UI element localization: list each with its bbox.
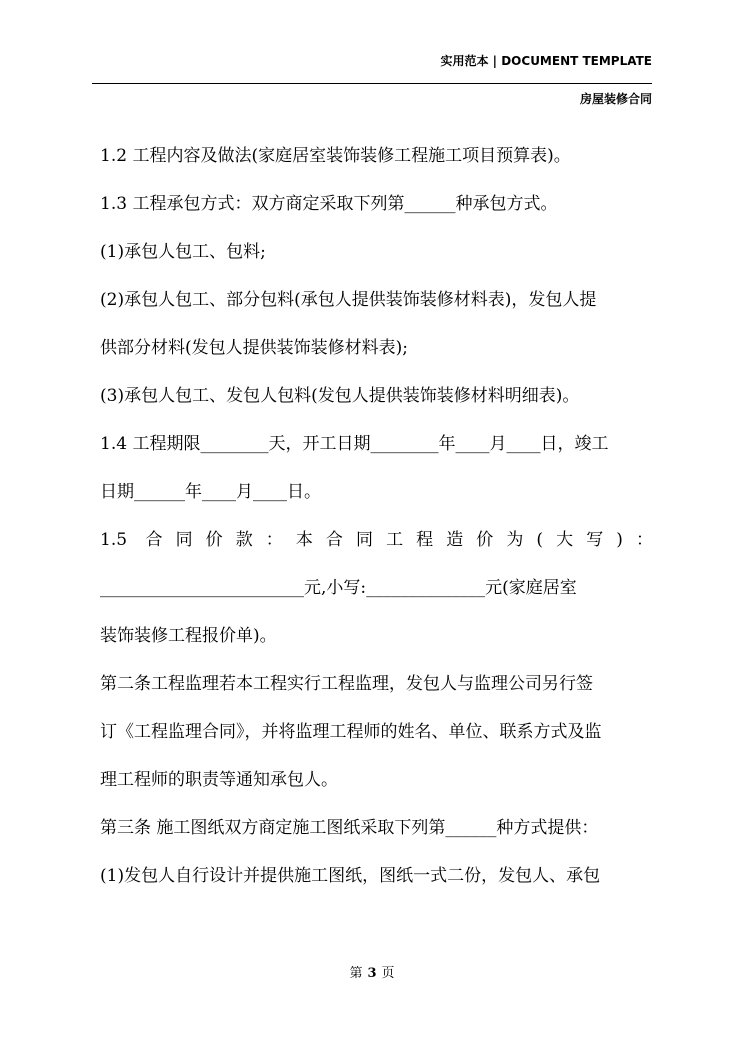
header-title: 实用范本 | DOCUMENT TEMPLATE [440,54,652,68]
body-line: (2)承包人包工、部分包料(承包人提供装饰装修材料表)，发包人提 [100,290,597,310]
header-subtitle: 房屋装修合同 [579,92,652,106]
header-divider [92,83,652,84]
page-footer [0,962,744,981]
body-line: 第三条 施工图纸双方商定施工图纸采取下列第______种方式提供： [100,818,599,838]
body-line: 供部分材料(发包人提供装饰装修材料表); [100,338,408,358]
body-line: (1)承包人包工、包料; [100,242,266,262]
body-line: 理工程师的职责等通知承包人。 [100,770,338,790]
body-line: (3)承包人包工、发包人包料(发包人提供装饰装修材料明细表)。 [100,386,580,406]
body-line: 装饰装修工程报价单)。 [100,626,277,646]
body-line: ________________________元,小写:______________元(家庭居室 [100,578,577,598]
body-line: 1.4 工程期限________天，开工日期________年____月____日，竣工 [100,434,609,454]
body-line: 第二条工程监理若本工程实行工程监理，发包人与监理公司另行签 [100,674,593,694]
body-line: (1)发包人自行设计并提供施工图纸，图纸一式二份，发包人、承包 [100,866,601,886]
body-line: 日期______年____月____日。 [100,482,321,502]
body-line: 订《工程监理合同》，并将监理工程师的姓名、单位、联系方式及监 [100,722,602,742]
body-line: 1.5 合同价款：本合同工程造价为(大写)： [100,530,653,550]
page-suffix: 页 [381,966,395,981]
body-line: 1.2 工程内容及做法(家庭居室装饰装修工程施工项目预算表)。 [100,146,571,166]
body-line: 1.3 工程承包方式：双方商定采取下列第______种承包方式。 [100,194,558,214]
document-body [100,138,653,906]
page-prefix: 第 [349,966,363,981]
page-number: 3 [367,966,377,981]
